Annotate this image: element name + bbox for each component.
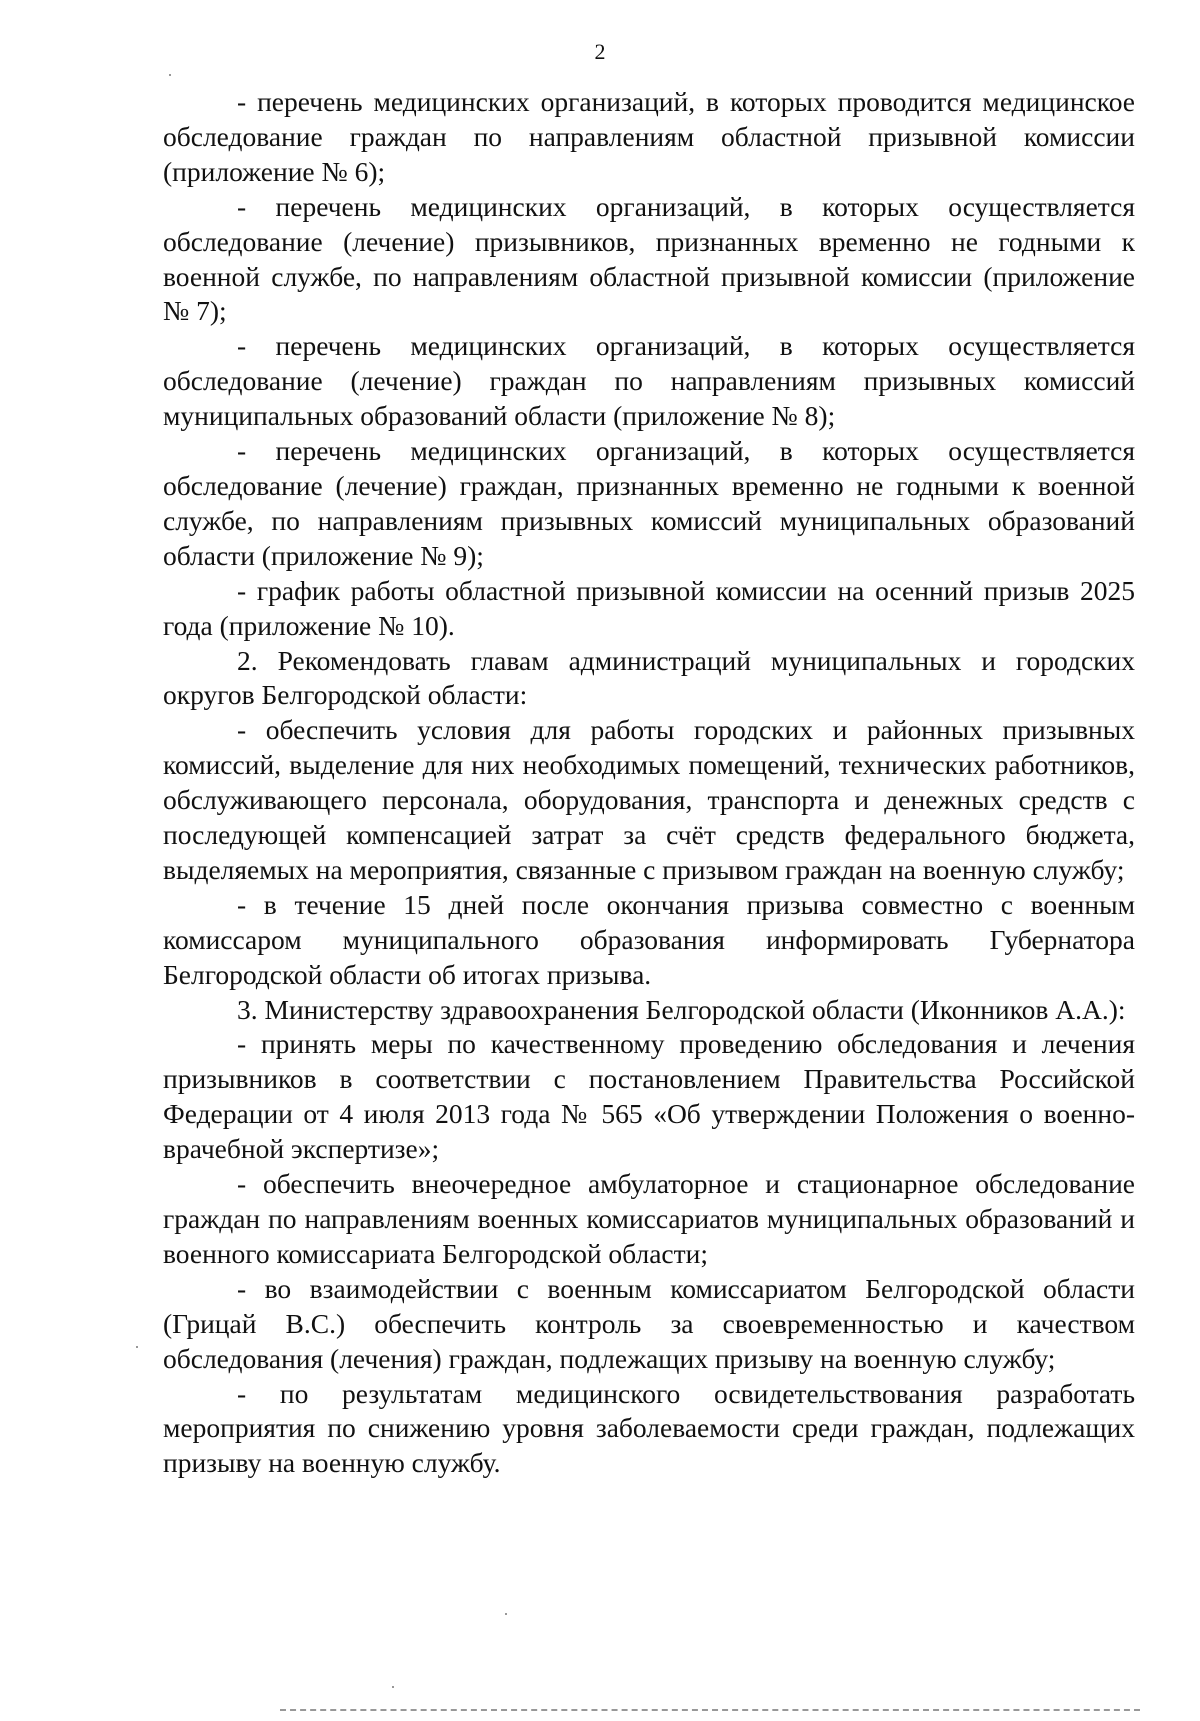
- paragraph-annex-6: - перечень медицинских организаций, в которых проводится медицинское обследование граждан по направлениям областной призывной комиссии (приложение № 6);: [163, 86, 1135, 187]
- scan-edge-line: [280, 1709, 1140, 1711]
- paragraph-item-3: 3. Министерству здравоохранения Белгородской области (Иконников А.А.):: [237, 993, 1126, 1025]
- paragraph-annex-8: - перечень медицинских организаций, в которых осуществляется обследование (лечение) граждан по направлениям призывных комиссий муниципальных образований области (приложение № 8);: [163, 330, 1135, 432]
- scan-speck: [169, 74, 171, 76]
- paragraph-item-3-examination: - обеспечить внеочередное амбулаторное и стационарное обследование граждан по направлениям военных комиссариатов муниципальных образований и военного комиссариата Белгородской области;: [163, 1168, 1135, 1269]
- page-number: 2: [594, 39, 606, 64]
- paragraph-item-2-report: - в течение 15 дней после окончания призыва совместно с военным комиссаром муниципального образования информировать Губернатора Белгородской области об итогах призыва.: [163, 888, 1135, 990]
- paragraph-item-3-control: - во взаимодействии с военным комиссариатом Белгородской области (Грицай В.С.) обеспечить контроль за своевременностью и качеством обследования (лечения) граждан, подлежащих призыву на военную службу;: [163, 1272, 1135, 1374]
- paragraph-item-3-measures: - принять меры по качественному проведению обследования и лечения призывников в соответствии с постановлением Правительства Российской Федерации от 4 июля 2013 года № 565 «Об утверждении Положения о военно-врачебной экспертизе»;: [163, 1028, 1135, 1165]
- scan-speck: [392, 1686, 394, 1688]
- paragraph-item-2: 2. Рекомендовать главам администраций муниципальных и городских округов Белгородской области:: [163, 644, 1135, 711]
- scan-speck: [136, 1346, 138, 1348]
- document-body: [163, 85, 1135, 1481]
- paragraph-item-3-morbidity: - по результатам медицинского освидетельствования разработать мероприятия по снижению уровня заболеваемости среди граждан, подлежащих призыву на военную службу.: [163, 1377, 1135, 1479]
- paragraph-annex-7: - перечень медицинских организаций, в которых осуществляется обследование (лечение) призывников, признанных временно не годными к военной службе, по направлениям областной призывной комиссии (приложение № 7);: [163, 190, 1135, 327]
- paragraph-annex-10: - график работы областной призывной комиссии на осенний призыв 2025 года (приложение № 10).: [163, 574, 1135, 641]
- scan-speck: [505, 1613, 507, 1615]
- paragraph-annex-9: - перечень медицинских организаций, в которых осуществляется обследование (лечение) граждан, признанных временно не годными к военной службе, по направлениям призывных комиссий муниципальных образований области (приложение № 9);: [163, 435, 1135, 571]
- paragraph-item-2-conditions: - обеспечить условия для работы городских и районных призывных комиссий, выделение для них необходимых помещений, технических работников, обслуживающего персонала, оборудования, транспорта и денежных средств с последующей компенсацией затрат за счёт средств федерального бюджета, выделяемых на мероприятия, связанные с призывом граждан на военную службу;: [163, 714, 1135, 885]
